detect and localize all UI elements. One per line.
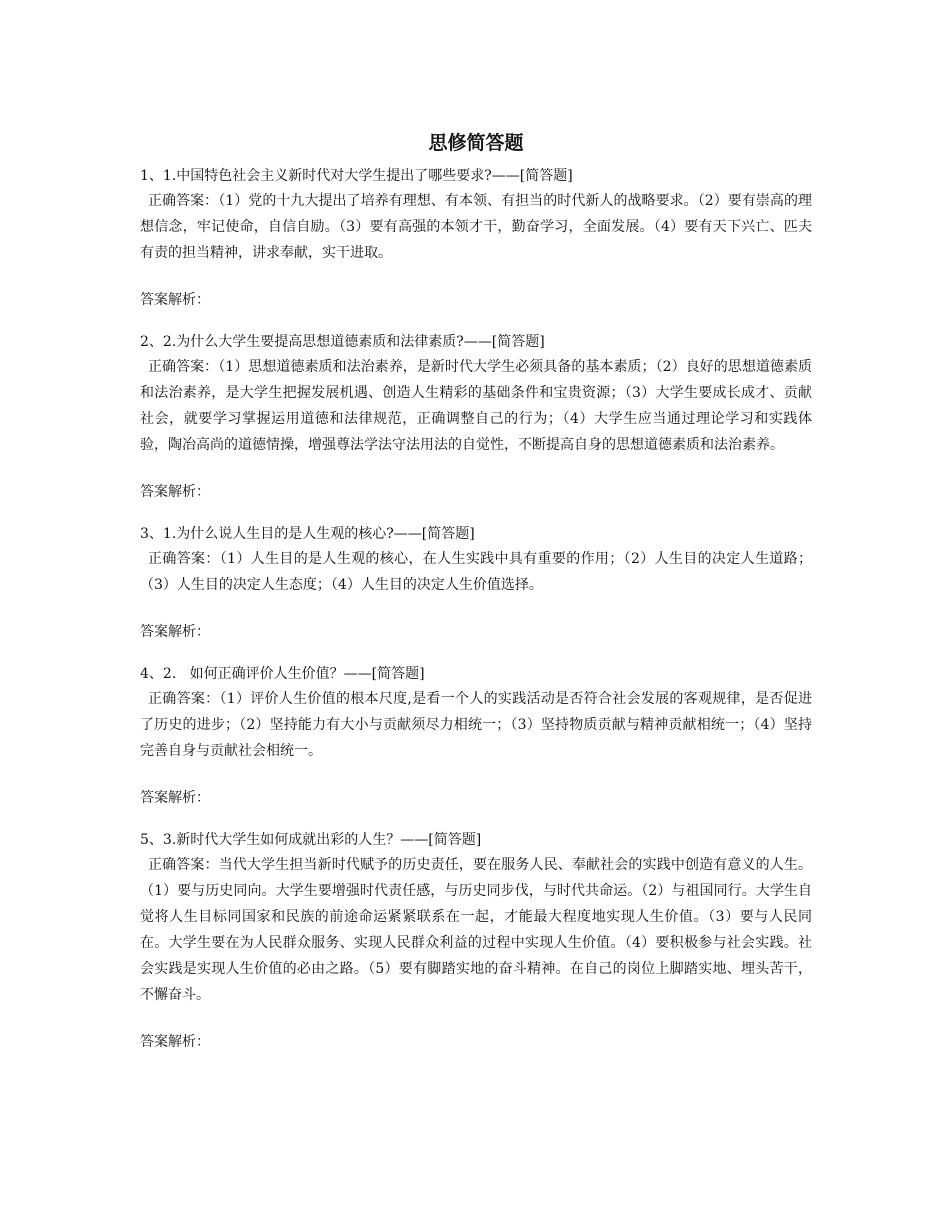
qa-item-1 [140,164,812,312]
answer-text: 正确答案：（1）党的十九大提出了培养有理想、有本领、有担当的时代新人的战略要求。（2）要有崇高的理想信念，牢记使命，自信自励。（3）要有高强的本领才干，勤奋学习，全面发展。（4）要有天下兴亡、匹夫有责的担当精神，讲求奉献，实干进取。 [140,193,812,261]
qa-item-3 [140,522,812,644]
question-text: 2、2.为什么大学生要提高思想道德素质和法律素质?——[简答题] [140,334,545,350]
document-page [140,130,812,1072]
answer-text: 正确答案：（1）评价人生价值的根本尺度,是看一个人的实践活动是否符合社会发展的客观规律，是否促进了历史的进步；（2）坚持能力有大小与贡献须尽力相统一；（3）坚持物质贡献与精神贡献相统一；（4）坚持完善自身与贡献社会相统一。 [140,691,812,759]
answer-analysis-label: 答案解析： [140,484,210,500]
answer-text: 正确答案：（1）思想道德素质和法治素养，是新时代大学生必须具备的基本素质；（2）良好的思想道德素质和法治素养，是大学生把握发展机遇、创造人生精彩的基础条件和宝贵资源；（3）大学生要成长成才、贡献社会，就要学习掌握运用道德和法律规范，正确调整自己的行为；（4）大学生应当通过理论学习和实践体验，陶冶高尚的道德情操，增强尊法学法守法用法的自觉性，不断提高自身的思想道德素质和法治素养。 [140,359,812,453]
answer-text: 正确答案：当代大学生担当新时代赋予的历史责任，要在服务人民、奉献社会的实践中创造有意义的人生。（1）要与历史同向。大学生要增强时代责任感，与历史同步伐，与时代共命运。（2）与祖国同行。大学生自觉将人生目标同国家和民族的前途命运紧紧联系在一起，才能最大程度地实现人生价值。（3）要与人民同在。大学生要在为人民群众服务、实现人民群众利益的过程中实现人生价值。（4）要积极参与社会实践。社会实践是实现人生价值的必由之路。（5）要有脚踏实地的奋斗精神。在自己的岗位上脚踏实地、埋头苦干，不懈奋斗。 [140,857,812,1003]
answer-analysis-label: 答案解析： [140,624,210,640]
page-title: 思修简答题 [428,132,524,154]
qa-item-2 [140,330,812,504]
question-text: 4、2. 如何正确评价人生价值？——[简答题] [140,666,425,682]
answer-analysis-label: 答案解析： [140,1034,210,1050]
question-text: 1、1.中国特色社会主义新时代对大学生提出了哪些要求?——[简答题] [140,168,573,184]
answer-analysis-label: 答案解析： [140,292,210,308]
question-text: 3、1.为什么说人生目的是人生观的核心?——[简答题] [140,526,475,542]
answer-analysis-label: 答案解析： [140,790,210,806]
question-text: 5、3.新时代大学生如何成就出彩的人生？——[简答题] [140,832,482,848]
answer-text: 正确答案：（1）人生目的是人生观的核心，在人生实践中具有重要的作用；（2）人生目的决定人生道路；（3）人生目的决定人生态度；（4）人生目的决定人生价值选择。 [140,551,812,593]
qa-item-4 [140,662,812,810]
qa-item-5 [140,828,812,1054]
